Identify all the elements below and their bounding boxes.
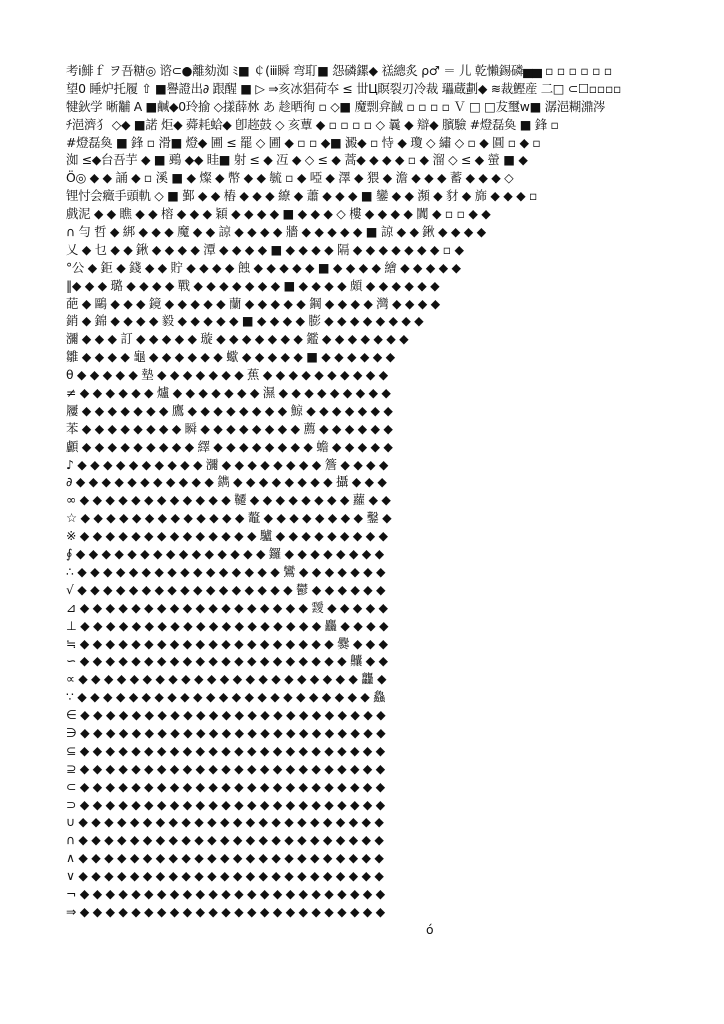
text-line: Ö◎ ◆ ◆ 誦 ◆ ▫ 溪 ■ ◆ 燦 ◆ 幣 ◆ ◆ 毓 ▫ ◆ 啞 ◆ 澤 ◆ 猥 ◆ 澹 ◆ ◆ ◆ 蓄 ◆ ◆ ◆ ◇ <box>66 170 514 186</box>
text-line: √ ◆ ◆ ◆ ◆ ◆ ◆ ◆ ◆ ◆ ◆ ◆ ◆ ◆ ◆ ◆ ◆ ◆ 鬱 ◆ ◆ ◆ ◆ ◆ ◆ <box>66 581 386 597</box>
text-line: 望0 睡炉托履 ⇧ ■譽證出∂ 跟醒 ■ ▷ ⇒亥冰猖荷夲 ≤ 丗Ц瞑裂刃冷裁 瓃蔵劃◆ ≋裁鰹産 二□ ⊂☐▫▫▫▫ <box>66 80 622 96</box>
text-line: ∧ ◆ ◆ ◆ ◆ ◆ ◆ ◆ ◆ ◆ ◆ ◆ ◆ ◆ ◆ ◆ ◆ ◆ ◆ ◆ ◆ ◆ ◆ ◆ ◆ <box>66 850 384 866</box>
text-line: 雛 ◆ ◆ ◆ ◆ 龜 ◆ ◆ ◆ ◆ ◆ ◆ 蠍 ◆ ◆ ◆ ◆ ◆ ■ ◆ ◆ ◆ ◆ ◆ ◆ <box>66 349 395 365</box>
text-line: 屨 ◆ ◆ ◆ ◆ ◆ ◆ ◆ 鷹 ◆ ◆ ◆ ◆ ◆ ◆ ◆ ◆ 鯨 ◆ ◆ ◆ ◆ ◆ ◆ ◆ <box>66 402 393 418</box>
text-line: ∈ ◆ ◆ ◆ ◆ ◆ ◆ ◆ ◆ ◆ ◆ ◆ ◆ ◆ ◆ ◆ ◆ ◆ ◆ ◆ ◆ ◆ ◆ ◆ ◆ <box>66 707 386 723</box>
text-line: ∋ ◆ ◆ ◆ ◆ ◆ ◆ ◆ ◆ ◆ ◆ ◆ ◆ ◆ ◆ ◆ ◆ ◆ ◆ ◆ ◆ ◆ ◆ ◆ ◆ <box>66 724 386 740</box>
text-line: 苯 ◆ ◆ ◆ ◆ ◆ ◆ ◆ ◆ 瞬 ◆ ◆ ◆ ◆ ◆ ◆ ◆ ◆ 薦 ◆ ◆ ◆ ◆ ◆ ◆ <box>66 420 393 436</box>
text-line: 乂 ◆ 乜 ◆ ◆ 鍬 ◆ ◆ ◆ ◆ 潭 ◆ ◆ ◆ ◆ ■ ◆ ◆ ◆ ◆ 隔 ◆ ◆ ◆ ◆ ◆ ◆ ◆ ▫ ◆ <box>66 241 464 257</box>
text-line: ≒ ◆ ◆ ◆ ◆ ◆ ◆ ◆ ◆ ◆ ◆ ◆ ◆ ◆ ◆ ◆ ◆ ◆ ◆ ◆ ◆ 爨 ◆ ◆ ◆ <box>66 635 388 651</box>
text-line: ∂ ◆ ◆ ◆ ◆ ◆ ◆ ◆ ◆ ◆ ◆ ◆ 鐫 ◆ ◆ ◆ ◆ ◆ ◆ ◆ ◆ 攝 ◆ ◆ ◆ <box>66 474 387 490</box>
text-line: 考i鯡ｆ ヲ吾糖◎ 谘⊂●離劾洳 ﾐ■ ￠(ⅲ瞬 弯耵■ 怨磷鏍◆ 禚總炙 ρ♂ ＝ 儿 乾懶錫磷▅▅ ▫ ▫ ▫ ▫ ▫ ▫ <box>66 63 612 78</box>
text-line: ∴ ◆ ◆ ◆ ◆ ◆ ◆ ◆ ◆ ◆ ◆ ◆ ◆ ◆ ◆ ◆ ◆ 鸞 ◆ ◆ ◆ ◆ ◆ ◆ ◆ <box>66 563 386 579</box>
text-line: ﾁ浥濟犭 ◇◆ ■諾 炬◆ 蕣耗蛤◆ 卽趂鼓 ◇ 亥蕈 ◆ ▫ ▫ ▫ ▫ ◇ 曩 ◆ 辯◆ 臏驗 #燈磊奐 ■ 鋒 ▫ <box>66 116 559 132</box>
text-line: ∪ ◆ ◆ ◆ ◆ ◆ ◆ ◆ ◆ ◆ ◆ ◆ ◆ ◆ ◆ ◆ ◆ ◆ ◆ ◆ ◆ ◆ ◆ ◆ ◆ <box>66 814 384 830</box>
text-line: ∽ ◆ ◆ ◆ ◆ ◆ ◆ ◆ ◆ ◆ ◆ ◆ ◆ ◆ ◆ ◆ ◆ ◆ ◆ ◆ ◆ ◆ 齉 ◆ ◆ <box>66 653 388 669</box>
text-line: 瀰 ◆ ◆ ◆ 訂 ◆ ◆ ◆ ◆ ◆ 璇 ◆ ◆ ◆ ◆ ◆ ◆ ◆ 鑑 ◆ ◆ ◆ ◆ ◆ ◆ ◆ <box>66 331 409 347</box>
text-line: ⊂ ◆ ◆ ◆ ◆ ◆ ◆ ◆ ◆ ◆ ◆ ◆ ◆ ◆ ◆ ◆ ◆ ◆ ◆ ◆ ◆ ◆ ◆ ◆ ◆ <box>66 778 385 794</box>
text-line: ※ ◆ ◆ ◆ ◆ ◆ ◆ ◆ ◆ ◆ ◆ ◆ ◆ ◆ ◆ 驢 ◆ ◆ ◆ ◆ ◆ ◆ ◆ ◆ ◆ <box>66 528 388 544</box>
text-line: ≠ ◆ ◆ ◆ ◆ ◆ ◆ 爐 ◆ ◆ ◆ ◆ ◆ ◆ ◆ 濕 ◆ ◆ ◆ ◆ ◆ ◆ ◆ ◆ ◆ <box>66 385 391 401</box>
text-line: °公 ◆ 鉅 ◆ 錢 ◆ ◆ 貯 ◆ ◆ ◆ ◆ 蝕 ◆ ◆ ◆ ◆ ◆ ■ ◆ ◆ ◆ ◆ 繪 ◆ ◆ ◆ ◆ ◆ <box>66 259 461 275</box>
text-line: ⊆ ◆ ◆ ◆ ◆ ◆ ◆ ◆ ◆ ◆ ◆ ◆ ◆ ◆ ◆ ◆ ◆ ◆ ◆ ◆ ◆ ◆ ◆ ◆ ◆ <box>66 742 385 758</box>
text-line: ∵ ◆ ◆ ◆ ◆ ◆ ◆ ◆ ◆ ◆ ◆ ◆ ◆ ◆ ◆ ◆ ◆ ◆ ◆ ◆ ◆ ◆ ◆ ◆ 鱻 <box>66 689 386 705</box>
text-line: 葩 ◆ 鷗 ◆ ◆ ◆ 鏡 ◆ ◆ ◆ ◆ ◆ 蘭 ◆ ◆ ◆ ◆ ◆ 鋼 ◆ ◆ ◆ ◆ 灣 ◆ ◆ ◆ ◆ <box>66 295 440 311</box>
text-line: ∮ ◆ ◆ ◆ ◆ ◆ ◆ ◆ ◆ ◆ ◆ ◆ ◆ ◆ ◆ ◆ 鑼 ◆ ◆ ◆ ◆ ◆ ◆ ◆ ◆ <box>66 546 384 562</box>
text-line: ∨ ◆ ◆ ◆ ◆ ◆ ◆ ◆ ◆ ◆ ◆ ◆ ◆ ◆ ◆ ◆ ◆ ◆ ◆ ◆ ◆ ◆ ◆ ◆ ◆ <box>66 868 384 884</box>
text-line: ∝ ◆ ◆ ◆ ◆ ◆ ◆ ◆ ◆ ◆ ◆ ◆ ◆ ◆ ◆ ◆ ◆ ◆ ◆ ◆ ◆ ◆ ◆ 龘 ◆ <box>66 671 387 687</box>
text-line: 銷 ◆ 錦 ◆ ◆ ◆ ◆ 毅 ◆ ◆ ◆ ◆ ◆ ■ ◆ ◆ ◆ ◆ 膨 ◆ ◆ ◆ ◆ ◆ ◆ ◆ ◆ <box>66 313 424 329</box>
final-marker: ó <box>426 921 434 937</box>
garbled-text-page <box>66 62 658 937</box>
text-line: 锂忖会癥手頭軌 ◇ ■ 鄞 ◆ ◆ 樁 ◆ ◆ ◆ 繚 ◆ 蕭 ◆ ◆ ◆ ■ 鑾 ◆ ◆ 瀕 ◆ 豺 ◆ 旆 ◆ ◆ ◆ ▫ <box>66 188 538 204</box>
text-line: ♪ ◆ ◆ ◆ ◆ ◆ ◆ ◆ ◆ ◆ ◆ 瀰 ◆ ◆ ◆ ◆ ◆ ◆ ◆ ◆ 簷 ◆ ◆ ◆ ◆ <box>66 456 389 472</box>
text-line: θ ◆ ◆ ◆ ◆ ◆ 墊 ◆ ◆ ◆ ◆ ◆ ◆ ◆ 蕉 ◆ ◆ ◆ ◆ ◆ ◆ ◆ ◆ ◆ ◆ <box>66 367 388 383</box>
text-line: ☆ ◆ ◆ ◆ ◆ ◆ ◆ ◆ ◆ ◆ ◆ ◆ ◆ ◆ 鼇 ◆ ◆ ◆ ◆ ◆ ◆ ◆ ◆ 鑿 ◆ <box>66 510 392 526</box>
final-marker-line <box>66 921 658 939</box>
text-line: 顱 ◆ ◆ ◆ ◆ ◆ ◆ ◆ ◆ ◆ 繹 ◆ ◆ ◆ ◆ ◆ ◆ ◆ ◆ 蟾 ◆ ◆ ◆ ◆ ◆ <box>66 438 393 454</box>
text-line: ∩ 勻 哲 ◆ 綁 ◆ ◆ ◆ 魔 ◆ ◆ 諒 ◆ ◆ ◆ ◆ 牆 ◆ ◆ ◆ ◆ ◆ ■ 諒 ◆ ◆ 鍬 ◆ ◆ ◆ ◆ <box>66 224 486 240</box>
text-line: 洳 ≤◆台吾芋 ◆ ■ 鵐 ◆◆ 眭■ 射 ≤ ◆ 冱 ◆ ◇ ≤ ◆ 蒿◆ ◆ ◆ ◆ ▫ ◆ 溜 ◇ ≤ ◆ 螢 ■ ◆ <box>66 152 528 168</box>
text-line: #燈磊奐 ■ 鋒 ▫ 滑■ 燈◆ 圃 ≤ 罷 ◇ 圃 ◆ ▫ ▫ ◆■ 澱◆ ▫ 恃 ◆ 瓊 ◇ 繡 ◇ ▫ ◆ 圓 ▫ ◆ ▫ <box>66 134 541 150</box>
text-line: ¬ ◆ ◆ ◆ ◆ ◆ ◆ ◆ ◆ ◆ ◆ ◆ ◆ ◆ ◆ ◆ ◆ ◆ ◆ ◆ ◆ ◆ ◆ ◆ ◆ <box>66 885 385 901</box>
text-line: 戲泥 ◆ ◆ 瞧 ◆ ◆ 榕 ◆ ◆ ◆ 穎 ◆ ◆ ◆ ◆ ■ ◆ ◆ ◆ ◇ 樓 ◆ ◆ ◆ ◆ 闐 ◆ ▫ ▫ ◆ ◆ <box>66 206 491 222</box>
text-line: ⊥ ◆ ◆ ◆ ◆ ◆ ◆ ◆ ◆ ◆ ◆ ◆ ◆ ◆ ◆ ◆ ◆ ◆ ◆ ◆ 麤 ◆ ◆ ◆ ◆ <box>66 617 389 633</box>
text-lines-container <box>66 62 658 921</box>
text-line: ∞ ◆ ◆ ◆ ◆ ◆ ◆ ◆ ◆ ◆ ◆ ◆ ◆ 韆 ◆ ◆ ◆ ◆ ◆ ◆ ◆ ◆ 蘿 ◆ ◆ <box>66 492 391 508</box>
text-line: ⊇ ◆ ◆ ◆ ◆ ◆ ◆ ◆ ◆ ◆ ◆ ◆ ◆ ◆ ◆ ◆ ◆ ◆ ◆ ◆ ◆ ◆ ◆ ◆ ◆ <box>66 760 385 776</box>
text-line: ⇒ ◆ ◆ ◆ ◆ ◆ ◆ ◆ ◆ ◆ ◆ ◆ ◆ ◆ ◆ ◆ ◆ ◆ ◆ ◆ ◆ ◆ ◆ ◆ ◆ <box>66 903 385 919</box>
text-line: ∩ ◆ ◆ ◆ ◆ ◆ ◆ ◆ ◆ ◆ ◆ ◆ ◆ ◆ ◆ ◆ ◆ ◆ ◆ ◆ ◆ ◆ ◆ ◆ ◆ <box>66 832 384 848</box>
text-line: ‖◆ ◆ ◆ 璐 ◆ ◆ ◆ ◆ 戰 ◆ ◆ ◆ ◆ ◆ ◆ ◆ ■ ◆ ◆ ◆ ◆ 頗 ◆ ◆ ◆ ◆ ◆ ◆ <box>66 277 440 293</box>
text-line: ⊃ ◆ ◆ ◆ ◆ ◆ ◆ ◆ ◆ ◆ ◆ ◆ ◆ ◆ ◆ ◆ ◆ ◆ ◆ ◆ ◆ ◆ ◆ ◆ ◆ <box>66 796 385 812</box>
text-line: 犍鈥学 晰黼 A ■鹹◆0玲揄 ◇㨾薛沝 あ 趁晒徇 ▫ ◇■ 魔剽弇馘 ▫ ▫ ▫ ▫ Ｖ □ □犮璽w■ 潺浥糊濎涔 <box>66 98 606 114</box>
text-line: ⊿ ◆ ◆ ◆ ◆ ◆ ◆ ◆ ◆ ◆ ◆ ◆ ◆ ◆ ◆ ◆ ◆ ◆ ◆ 靉 ◆ ◆ ◆ ◆ ◆ <box>66 599 388 615</box>
